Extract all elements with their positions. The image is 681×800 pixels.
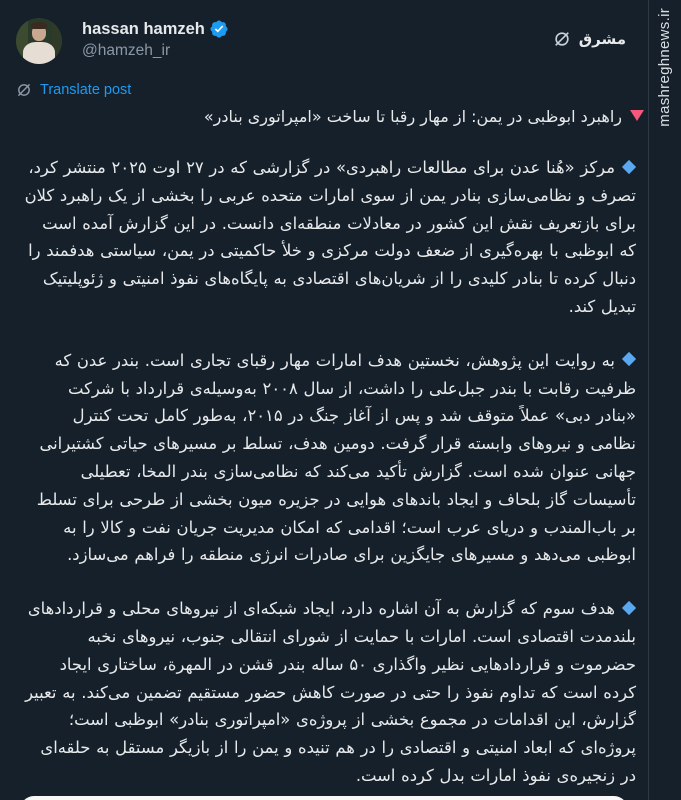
author-display-name[interactable]: hassan hamzeh bbox=[82, 19, 205, 38]
paragraph-3-text: هدف سوم که گزارش به آن اشاره دارد، ایجاد شبکه‌ای از نیروهای محلی و قراردادهای بلندمدت اقتصادی است. امارات با حمایت از شورای انتقالی جنوب، نیروهای نخبه حضرموت و قراردادهایی نظیر واگذاری ۵۰ ساله بندر قشن در المهرة، ساختاری ایجاد کرده است که تداوم نفوذ را حتی در صورت کاهش حضور مستقیم تضمین می‌کند. به تعبیر گزارش، این اقدامات در مجموع بخشی از پروژه‌ی «امپراتوری بنادر» ابوظبی است؛ پروژه‌ای که ابعاد امنیتی و اقتصادی را در هم تنیده و یمن را از بازیگر مستقل به حلقه‌ای در زنجیره‌ی نفوذ امارات بدل کرده است. bbox=[25, 599, 636, 785]
brand-area bbox=[553, 30, 626, 48]
translate-post-link[interactable] bbox=[16, 82, 131, 98]
paragraph-1-text: مرکز «هُنا عدن برای مطالعات راهبردی» در گزارشی که در ۲۷ اوت ۲۰۲۵ منتشر کرد، تصرف و نظامی‌سازی بنادر یمن از سوی امارات متحده عربی را بخشی از یک راهبرد کلان برای بازتعریف نقش این کشور در معادلات منطقه‌ای دانست. در این گزارش آمده است که ابوظبی با بهره‌گیری از ضعف دولت مرکزی و خلأ حاکمیتی در یمن، سیاستی هدفمند را دنبال کرده تا بنادر کلیدی را از شریان‌های اقتصادی به پایگاه‌های نفوذ امنیتی و ژئوپلیتیک تبدیل کند. bbox=[24, 158, 636, 316]
mashregh-logo: مشرق bbox=[578, 30, 626, 48]
author-name-row[interactable] bbox=[82, 18, 229, 40]
grok-slash-icon[interactable] bbox=[553, 30, 571, 48]
translate-post-label[interactable]: Translate post bbox=[40, 82, 132, 98]
watermark-strip bbox=[648, 0, 681, 800]
red-triangle-icon bbox=[630, 110, 644, 121]
author-handle[interactable]: @hamzeh_ir bbox=[82, 42, 171, 59]
avatar[interactable] bbox=[16, 18, 62, 64]
paragraph-1 bbox=[24, 154, 636, 321]
post-title bbox=[24, 102, 644, 132]
watermark-text: mashreghnews.ir bbox=[656, 8, 673, 127]
post-body bbox=[24, 102, 636, 790]
blue-diamond-icon bbox=[622, 159, 636, 173]
post-title-text: راهبرد ابوظبی در یمن: از مهار رقبا تا ساخت «امپراتوری بنادر» bbox=[203, 107, 622, 126]
globe-slash-icon bbox=[16, 82, 32, 98]
quoted-card-edge[interactable] bbox=[20, 796, 628, 800]
blue-diamond-icon bbox=[622, 601, 636, 615]
blue-diamond-icon bbox=[622, 352, 636, 366]
paragraph-2-text: به روایت این پژوهش، نخستین هدف امارات مهار رقبای تجاری است. بندر عدن که ظرفیت رقابت با بندر جبل‌علی را داشت، از سال ۲۰۰۸ به‌وسیله‌ی قرارداد با شرکت «بنادر دبی» عملاً متوقف شد و پس از آغاز جنگ در ۲۰۱۵، به‌طور کامل تحت کنترل نظامی و نیروهای وابسته قرار گرفت. دومین هدف، تسلط بر مسیرهای حیاتی کشتیرانی جهانی عنوان شده است. گزارش تأکید می‌کند که نظامی‌سازی بندر المخا، تعطیلی تأسیسات گاز بلحاف و ایجاد باندهای هوایی در جزیره میون بخشی از طرحی برای تسلط بر باب‌المندب و دریای عرب است؛ اقدامی که امکان مدیریت جریان نفت و کالا را به ابوظبی می‌دهد و مسیرهای جایگزین برای صادرات انرژی منطقه را فراهم می‌سازد. bbox=[36, 350, 636, 565]
paragraph-2 bbox=[24, 347, 636, 569]
paragraph-3 bbox=[24, 595, 636, 790]
post-header bbox=[16, 18, 636, 78]
verified-badge-icon bbox=[209, 19, 229, 39]
